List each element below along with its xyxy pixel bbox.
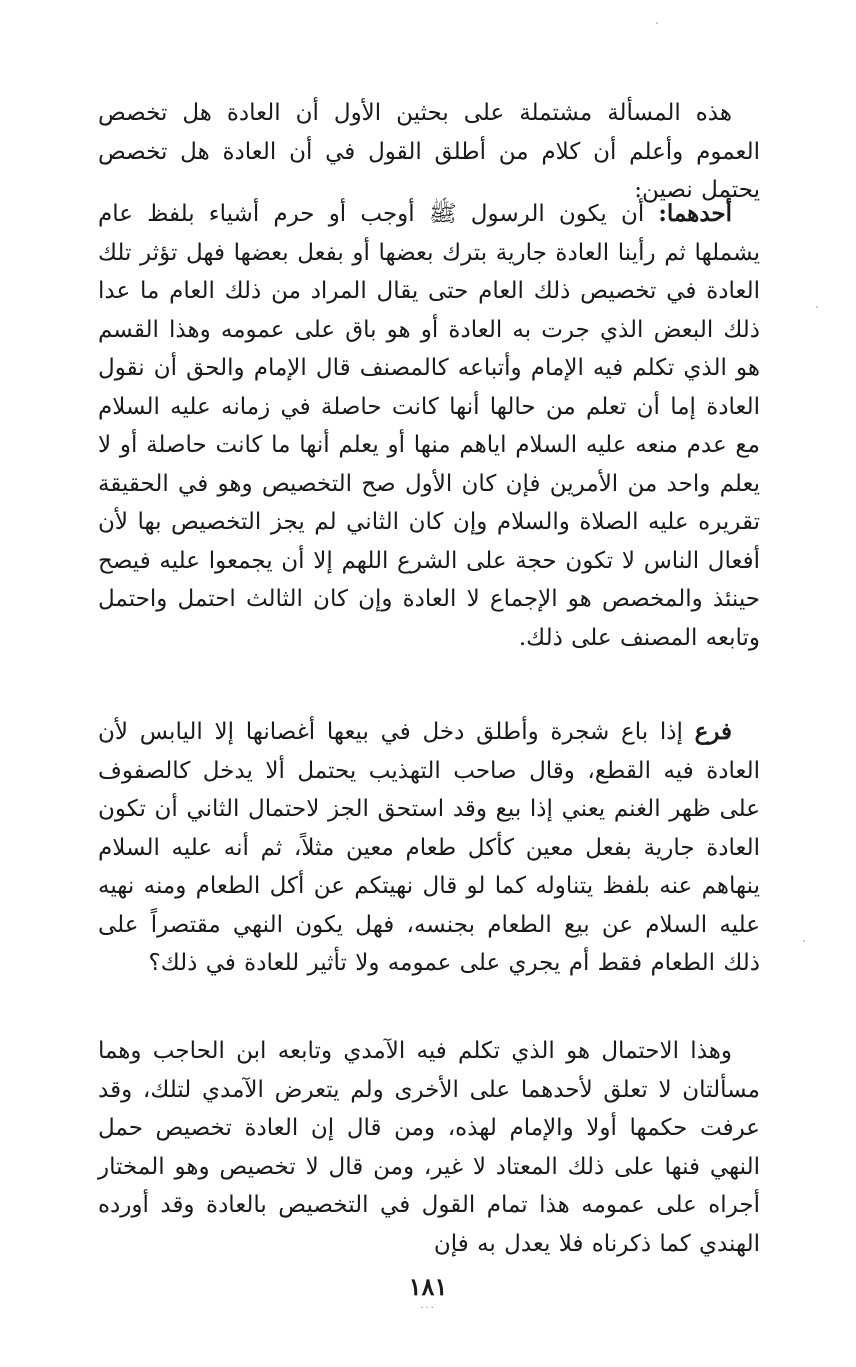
first-possibility-block xyxy=(98,195,760,657)
scan-speck xyxy=(816,306,818,308)
intro-paragraph: هذه المسألة مشتملة على بحثين الأول أن العادة هل تخصص العموم وأعلم أن كلام من أطلق القول في أن العادة هل تخصص يحتمل نصين: xyxy=(98,100,760,203)
scan-speck xyxy=(803,940,805,942)
footer-dots: ... xyxy=(420,1300,436,1311)
subsidiary-issue-block xyxy=(98,713,760,983)
subsidiary-issue-heading: فرع xyxy=(694,718,732,745)
intro-block xyxy=(98,94,760,210)
first-possibility-heading: أحدهما: xyxy=(658,200,732,227)
subsidiary-issue-text: إذا باع شجرة وأطلق دخل في بيعها أغصانها إلا اليابس لأن العادة فيه القطع، وقال صاحب التهذيب يحتمل ألا يدخل كالصفوف على ظهر الغنم يعني إذا بيع وقد استحق الجز لاحتمال الثاني أن تكون العادة جارية بفعل معين كأكل طعام معين مثلاً، ثم أنه عليه السلام ينهاهم عنه بلفظ يتناوله كما لو قال نهيتكم عن أكل الطعام ومنه نهيه عليه السلام عن بيع الطعام بجنسه، فهل يكون النهي مقتصراً على ذلك الطعام فقط أم يجري على عمومه ولا تأثير للعادة في ذلك؟ xyxy=(98,719,760,976)
continuation-block xyxy=(98,1032,760,1263)
page-number: ١٨١ xyxy=(408,1272,448,1301)
first-possibility-paragraph xyxy=(98,195,760,657)
scan-speck xyxy=(656,22,658,24)
first-possibility-text: أن يكون الرسول ﷺ أوجب أو حرم أشياء بلفظ عام يشملها ثم رأينا العادة جارية بترك بعضها أو بفعل بعضها فهل تؤثر تلك العادة في تخصيص ذلك العام حتى يقال المراد من ذلك العام ما عدا ذلك البعض الذي جرت به العادة أو هو باق على عمومه وهذا القسم هو الذي تكلم فيه الإمام وأتباعه كالمصنف قال الإمام والحق أن نقول العادة إما أن تعلم من حالها أنها كانت حاصلة في زمانه عليه السلام مع عدم منعه عليه السلام اياهم منها أو يعلم أنها ما كانت حاصلة أو لا يعلم واحد من الأمرين فإن كان الأول صح التخصيص وهو في الحقيقة تقريره عليه الصلاة والسلام وإن كان الثاني لم يجز التخصيص بها لأن أفعال الناس لا تكون حجة على الشرع اللهم إلا أن يجمعوا عليه فيصح حينئذ والمخصص هو الإجماع لا العادة وإن كان الثالث احتمل واحتمل وتابعه المصنف على ذلك. xyxy=(98,201,760,651)
continuation-paragraph: وهذا الاحتمال هو الذي تكلم فيه الآمدي وتابعه ابن الحاجب وهما مسألتان لا تعلق لأحدهما على الأخرى ولم يتعرض الآمدي لتلك، وقد عرفت حكمها أولا والإمام لهذه، ومن قال إن العادة تخصيص حمل النهي فنها على ذلك المعتاد لا غير، ومن قال لا تخصيص وهو المختار أجراه على عمومه هذا تمام القول في التخصيص بالعادة وقد أورده الهندي كما ذكرناه فلا يعدل به فإن xyxy=(98,1038,760,1257)
subsidiary-issue-paragraph xyxy=(98,713,760,983)
